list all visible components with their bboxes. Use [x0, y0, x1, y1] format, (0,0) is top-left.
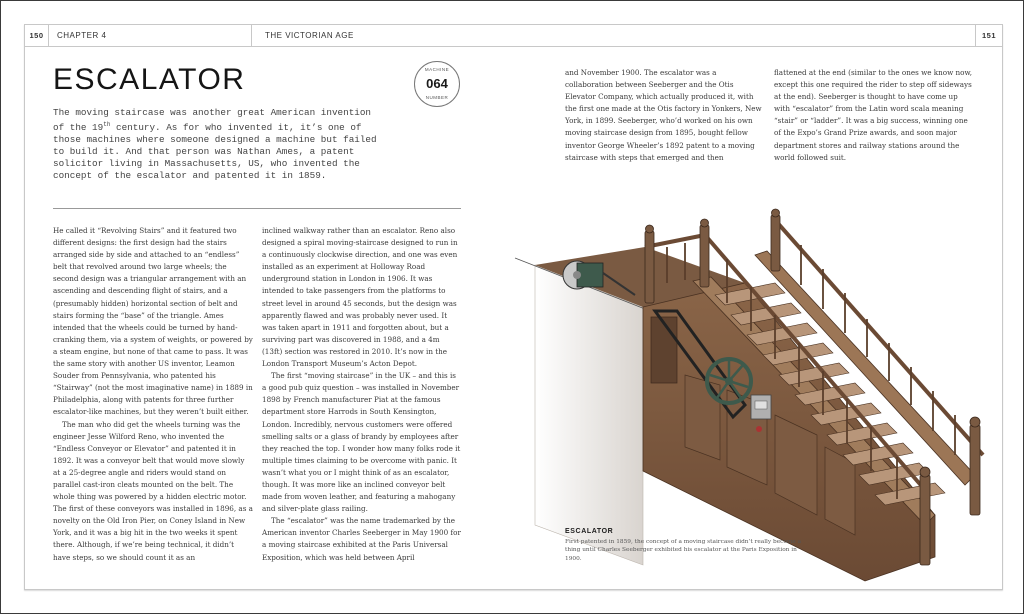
section-label: THE VICTORIAN AGE: [265, 31, 354, 40]
paragraph: He called it “Revolving Stairs” and it featured two different designs: the first design had the stairs arranged side by side and attached to an “endless” belt that revolved around two large wheels; the second design was a triangular arrangement with an ascending and descending flight of stairs, and a (presumably hidden) horizontal section of belt and stairs forming the “base” of the triangle. Ames intended that the wheels could be turned by hand-cranking them, via a system of weights, or powered by a steam engine, but none of that came to pass. It was the same story with another US inventor, Leamon Souder from Pennsylvania, who patented his “Stairway” (not the most imaginative name) in 1889 in Philadelphia, along with patents for three further escalator-like machines, but they weren’t built either.: [53, 226, 253, 417]
escalator-illustration: [505, 185, 985, 585]
paragraph: The first “moving staircase” in the UK – and this is a good pub quiz question – was installed in November 1898 by French manufacturer Piat at the famous department store Harrods in South Kensington, London. Incredibly, nervous customers were offered smelling salts or a glass of brandy by employees after they reached the top. I wonder how many folks rode it multiple times claiming to be overcome with panic. It wasn’t what you or I might think of as an escalator, though. It was more like an inclined conveyor belt made from woven leather, and featuring a mahogany and silver-plate glass railing.: [262, 371, 461, 514]
book-spread: [24, 24, 1003, 590]
paragraph: The man who did get the wheels turning was the engineer Jesse Wilford Reno, who invented the “Endless Conveyor or Elevator” and patented it in 1892. It was a conveyor belt that would move slowly at a 25-degree angle and riders would stand on parallel cast-iron cleats mounted on the belt. The whole thing was powered by a hidden electric motor. The first of these conveyors was installed in 1896, as a novelty on the Old Iron Pier, on Coney Island in New York, and it was a big hit in the two weeks it spent there. Although, if we’re being technical, it didn’t have steps, so we should count it as an: [53, 419, 253, 562]
body-column-4: [774, 67, 974, 164]
page-number-right: 151: [975, 25, 1002, 46]
intro-superscript: th: [103, 121, 111, 128]
badge-top-label: MACHINE: [424, 67, 450, 72]
figure-caption: [565, 528, 805, 563]
intro-text-2: century. As for who invented it, it’s one of those machines where someone designed a machine but failed to build it. And that person was Nathan Ames, a patent solicitor living in Massachusetts, US, who invented the concept of the escalator and patented it in 1859.: [53, 122, 377, 182]
intro-text-1: The moving staircase was another great American invention of the 19: [53, 107, 372, 134]
page-number-left: 150: [25, 25, 49, 46]
paragraph: The “escalator” was the name trademarked by the American inventor Charles Seeberger in May 1900 for a moving staircase exhibited at the Paris Universal Exposition, which was held between April: [262, 516, 461, 562]
body-column-1: [53, 225, 253, 564]
paragraph: and November 1900. The escalator was a collaboration between Seeberger and the Otis Elevator Company, which actually produced it, with the first one made at the Otis factory in Yonkers, New York, in 1899. Seeberger, who’d worked on his own moving staircase design from 1895, bought fellow inventor George Wheeler’s 1892 patent to a moving staircase with steps that emerged and then: [565, 68, 762, 162]
paragraph: inclined walkway rather than an escalator. Reno also designed a spiral moving-staircase designed to run in a continuously clockwise direction, and one was even installed as an experiment at Holloway Road underground station in London in 1906. It was intended to take passengers from the platforms to street level in around 45 seconds, but the design was apparently flawed and was probably never used. It was taken apart in 1911 and forgotten about, but a surviving part was discovered in 1988, and a 4m (13ft) section was restored in 2010. It’s now in the London Transport Museum’s Acton Depot.: [262, 226, 458, 369]
badge-number: 064: [426, 76, 448, 91]
caption-title: ESCALATOR: [565, 528, 614, 535]
body-column-2: [262, 225, 462, 564]
body-column-3: [565, 67, 765, 164]
section-divider: [53, 208, 461, 209]
paragraph: flattened at the end (similar to the ones we know now, except this one required the rider to step off sideways at the end). Seeberger is thought to have come up with “escalator” from the Latin word scala meaning “stair” or “ladder”. It was a big success, winning one of the Expo’s Grand Prize awards, and soon major department stores and railway stations around the world followed suit.: [774, 68, 973, 162]
caption-text: First patented in 1859, the concept of a moving staircase didn’t really become a thing until Charles Seeberger exhibited his escalator at the Paris Exposition in 1900.: [565, 538, 802, 562]
running-header: [25, 25, 1002, 47]
intro-paragraph: [53, 107, 383, 182]
chapter-label: CHAPTER 4: [57, 31, 107, 40]
article-title: ESCALATOR: [53, 63, 246, 96]
machine-number-badge: [414, 61, 460, 107]
badge-bottom-label: NUMBER: [425, 95, 449, 100]
header-divider: [251, 25, 252, 46]
